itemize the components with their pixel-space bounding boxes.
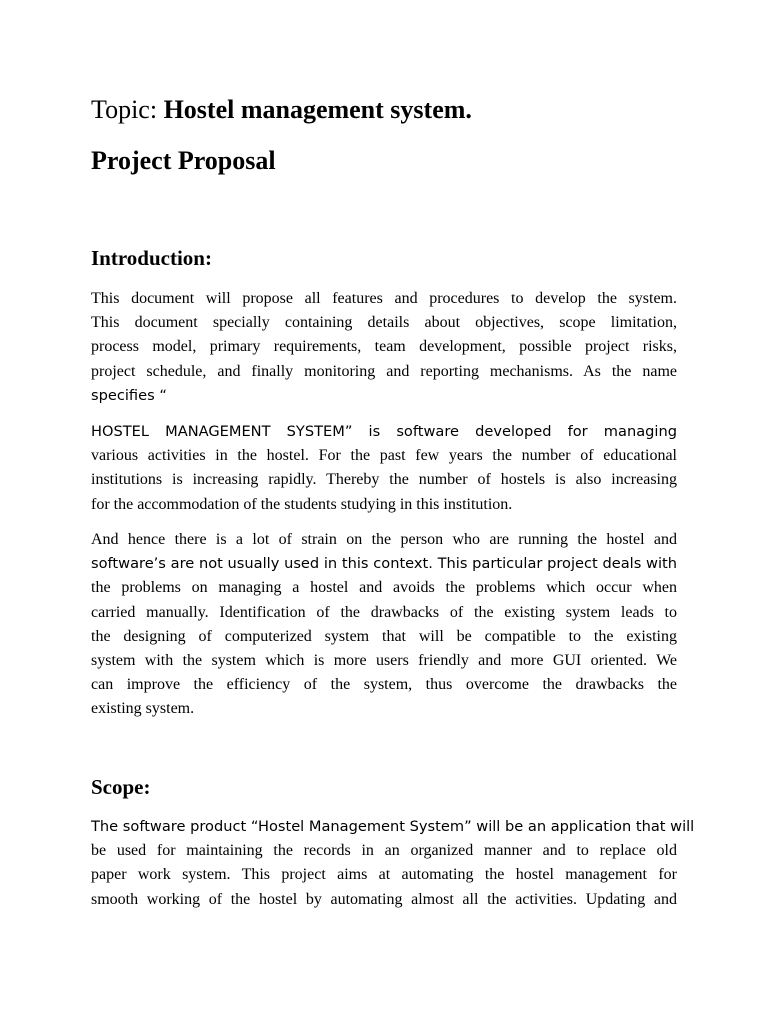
paragraph-line: can improve the efficiency of the system, thus overcome the drawbacks the	[91, 676, 677, 694]
topic-value: Hostel management system.	[163, 95, 472, 124]
paragraph-line	[91, 815, 695, 839]
paragraph-line: smooth working of the hostel by automating almost all the activities. Updating and	[91, 890, 677, 908]
paragraph-line: existing system.	[91, 700, 195, 718]
introduction-paragraph-1	[91, 287, 677, 408]
scope-heading: Scope:	[91, 775, 151, 799]
paragraph-line: various activities in the hostel. For the past few years the number of educational	[91, 447, 677, 465]
paragraph-line: paper work system. This project aims at automating the hostel management for	[91, 866, 677, 884]
sans-line-text: HOSTEL MANAGEMENT SYSTEM” is software developed for managing	[91, 423, 677, 440]
sans-line-text: software’s are not usually used in this context. This particular project deals with	[91, 555, 677, 573]
paragraph-line: the problems on managing a hostel and avoids the problems which occur when	[91, 579, 677, 597]
paragraph-line	[91, 420, 677, 444]
scope-paragraph-1	[91, 815, 695, 912]
paragraph-line: process model, primary requirements, team development, possible project risks,	[91, 338, 677, 356]
paragraph-line: And hence there is a lot of strain on the person who are running the hostel and	[91, 531, 677, 548]
paragraph-line: be used for maintaining the records in an organized manner and to replace old	[91, 842, 677, 860]
introduction-paragraph-2	[91, 420, 677, 517]
introduction-heading: Introduction:	[91, 246, 212, 270]
paragraph-line: This document specially containing details about objectives, scope limitation,	[91, 314, 677, 332]
paragraph-line: carried manually. Identification of the drawbacks of the existing system leads to	[91, 603, 677, 621]
paragraph-line: the designing of computerized system that will be compatible to the existing	[91, 627, 677, 645]
paragraph-line: institutions is increasing rapidly. Thereby the number of hostels is also increasing	[91, 471, 677, 489]
proposal-title: Project Proposal	[91, 146, 276, 175]
topic-line	[91, 92, 472, 128]
paragraph-line: for the accommodation of the students studying in this institution.	[91, 495, 513, 513]
paragraph-line: This document will propose all features and procedures to develop the system.	[91, 290, 677, 307]
sans-line-text: The software product “Hostel Management System” will be an application that will	[91, 818, 695, 835]
paragraph-line: system with the system which is more users friendly and more GUI oriented. We	[91, 652, 677, 670]
introduction-paragraph-3	[91, 528, 677, 722]
paragraph-line: specifies “	[91, 386, 167, 404]
paragraph-line	[91, 552, 677, 576]
paragraph-line: project schedule, and finally monitoring and reporting mechanisms. As the name	[91, 362, 677, 380]
topic-label: Topic:	[91, 95, 164, 124]
